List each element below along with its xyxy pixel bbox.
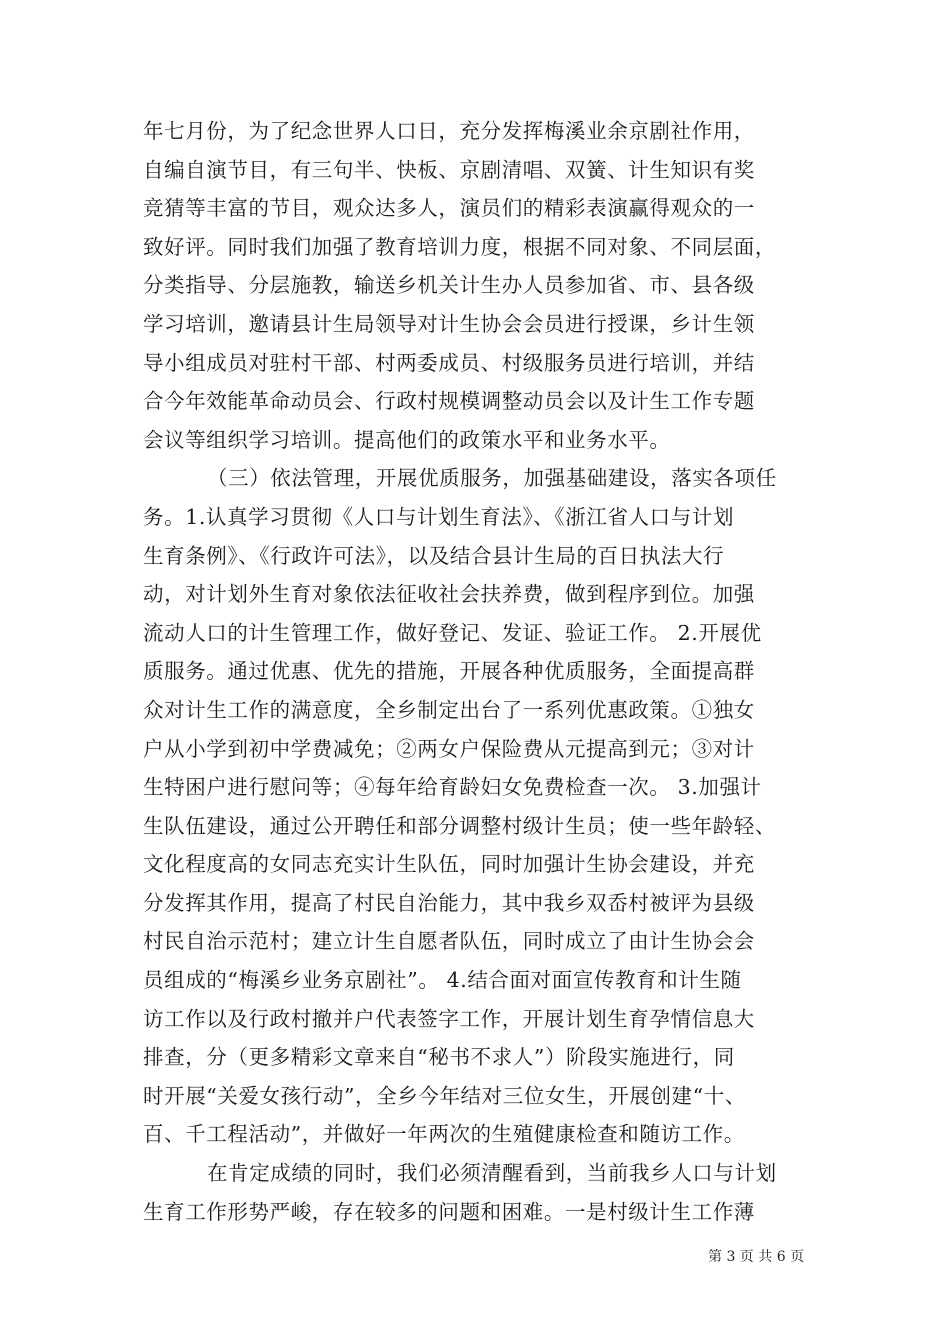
text-line: 流动人口的计生管理工作，做好登记、发证、验证工作。 2.开展优 <box>143 620 762 645</box>
text-line: 合今年效能革命动员会、行政村规模调整动员会以及计生工作专题 <box>143 389 755 414</box>
text-line: 竞猜等丰富的节目，观众达多人，演员们的精彩表演赢得观众的一 <box>143 196 755 221</box>
text-line: 员组成的“梅溪乡业务京剧社”。 4.结合面对面宣传教育和计生随 <box>143 968 742 993</box>
text-line: 分类指导、分层施教，输送乡机关计生办人员参加省、市、县各级 <box>143 273 755 298</box>
text-line: 生育工作形势严峻，存在较多的问题和困难。一是村级计生工作薄 <box>143 1199 755 1224</box>
text-line: 生特困户进行慰问等；④每年给育龄妇女免费检查一次。 3.加强计 <box>143 775 762 800</box>
text-line: 排查，分（更多精彩文章来自“秘书不求人”）阶段实施进行，同 <box>143 1045 735 1070</box>
text-line: 户从小学到初中学费减免；②两女户保险费从元提高到元；③对计 <box>143 736 755 761</box>
text-line: 年七月份，为了纪念世界人口日，充分发挥梅溪业余京剧社作用， <box>143 119 755 143</box>
text-line: 村民自治示范村；建立计生自愿者队伍，同时成立了由计生协会会 <box>143 929 755 954</box>
text-line: 百、千工程活动”，并做好一年两次的生殖健康检查和随访工作。 <box>143 1122 745 1147</box>
text-line: 访工作以及行政村撤并户代表签字工作，开展计划生育孕情信息大 <box>143 1006 755 1031</box>
text-line: 致好评。同时我们加强了教育培训力度，根据不同对象、不同层面， <box>143 234 776 259</box>
text-line: 生队伍建设，通过公开聘任和部分调整村级计生员；使一些年龄轻、 <box>143 813 776 838</box>
paragraph-start-line: 在肯定成绩的同时，我们必须清醒看到，当前我乡人口与计划 <box>207 1161 777 1186</box>
text-line: 文化程度高的女同志充实计生队伍，同时加强计生协会建设，并充 <box>143 852 755 877</box>
text-line: 务。1.认真学习贯彻《人口与计划生育法》、《浙江省人口与计划 <box>143 504 735 529</box>
text-line: 分发挥其作用，提高了村民自治能力，其中我乡双岙村被评为县级 <box>143 890 755 915</box>
text-line: 时开展“关爱女孩行动”，全乡今年结对三位女生，开展创建“十、 <box>143 1083 746 1108</box>
text-line: 众对计生工作的满意度，全乡制定出台了一系列优惠政策。①独女 <box>143 697 755 722</box>
text-line: 会议等组织学习培训。提高他们的政策水平和业务水平。 <box>143 427 671 452</box>
text-line: 学习培训，邀请县计生局领导对计生协会会员进行授课，乡计生领 <box>143 311 755 336</box>
text-line: 自编自演节目，有三句半、快板、京剧清唱、双簧、计生知识有奖 <box>143 157 755 182</box>
text-line: 动，对计划外生育对象依法征收社会扶养费，做到程序到位。加强 <box>143 582 755 607</box>
paragraph-start-line: （三）依法管理，开展优质服务，加强基础建设，落实各项任 <box>207 466 777 491</box>
text-line: 质服务。通过优惠、优先的措施，开展各种优质服务，全面提高群 <box>143 659 755 684</box>
text-line: 导小组成员对驻村干部、村两委成员、村级服务员进行培训，并结 <box>143 350 755 375</box>
page-number-footer: 第 3 页 共 6 页 <box>708 1249 805 1265</box>
text-line: 生育条例》、《行政许可法》，以及结合县计生局的百日执法大行 <box>143 543 725 568</box>
body-text <box>143 112 813 1231</box>
